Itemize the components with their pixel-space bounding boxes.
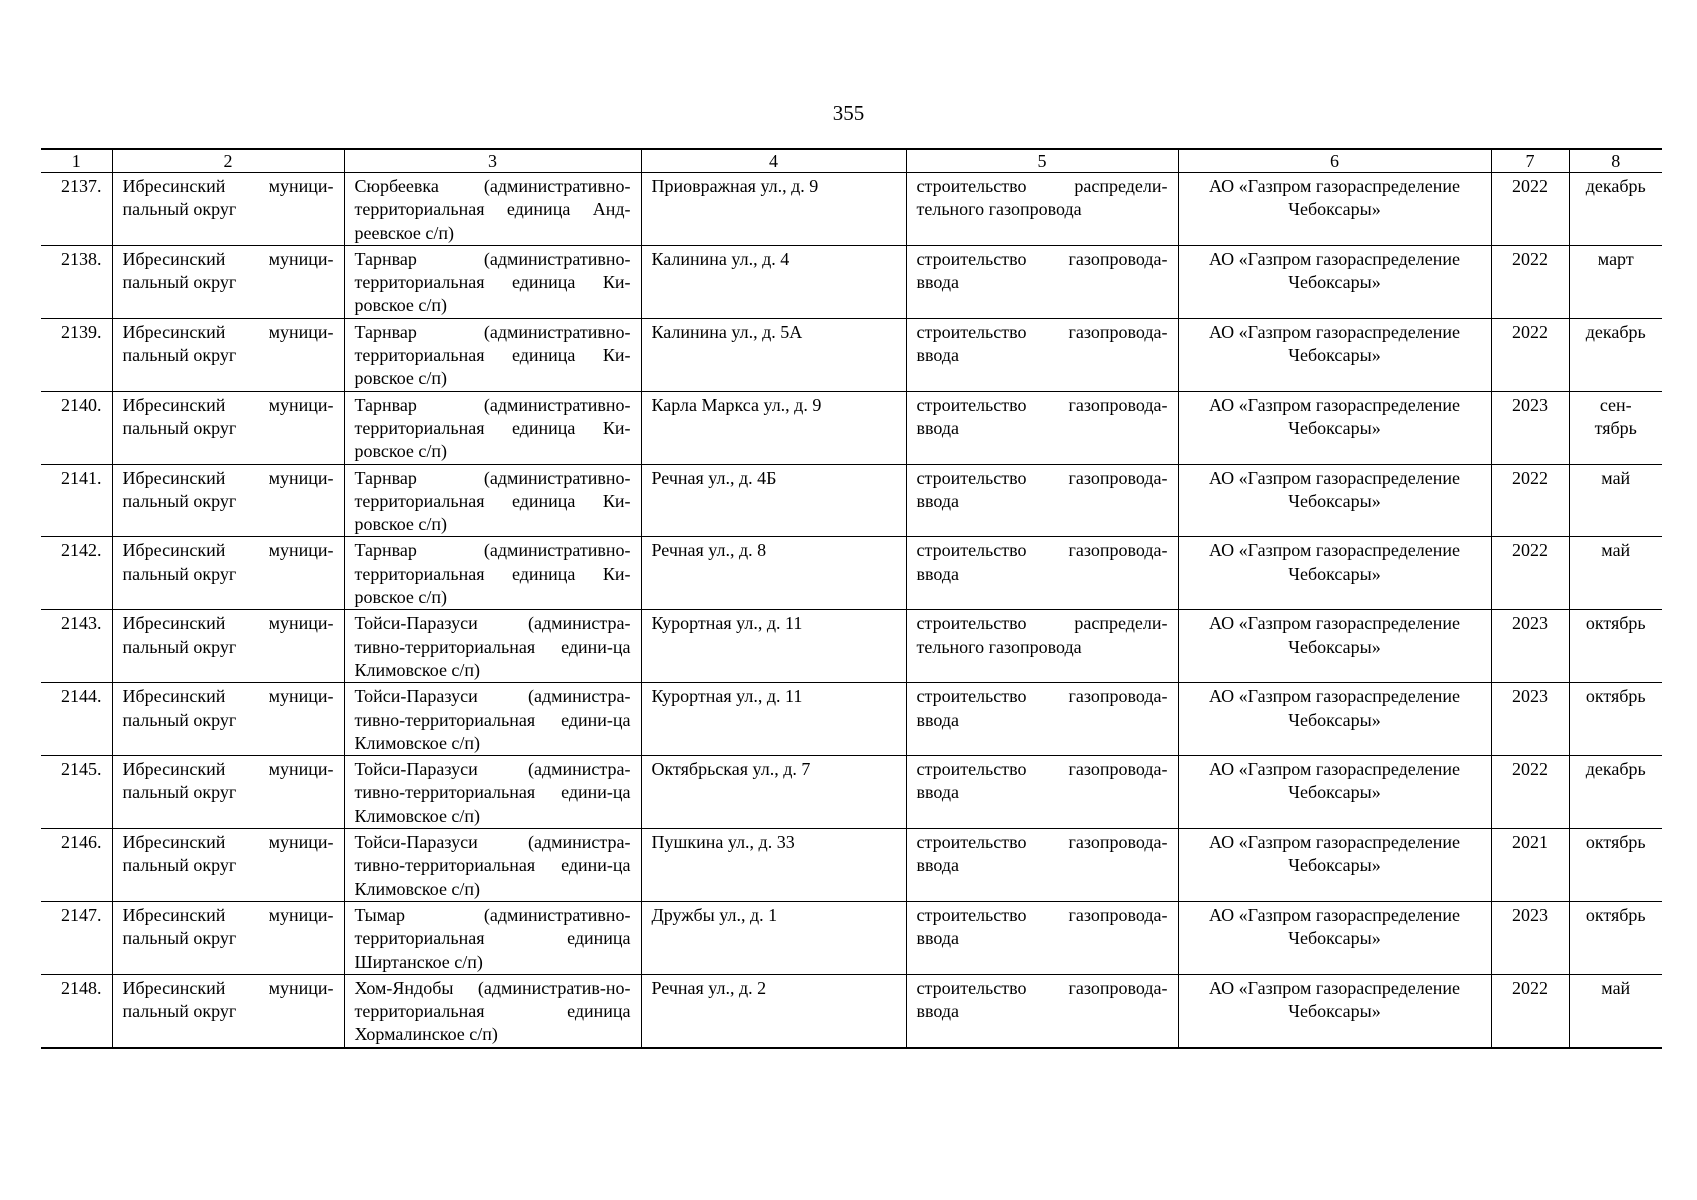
year-cell: 2022 (1491, 537, 1569, 610)
settlement-cell: Тойси-Паразуси (администра-тивно-территориальная едини-ца Климовское с/п) (344, 610, 641, 683)
column-header: 6 (1178, 149, 1491, 173)
month-cell: март (1569, 245, 1662, 318)
settlement-cell: Тарнвар (административно-территориальная единица Ки-ровское с/п) (344, 318, 641, 391)
work-type-cell: строительство газопровода-ввода (906, 683, 1178, 756)
column-header: 1 (41, 149, 112, 173)
district-cell: Ибресинский муници-пальный округ (112, 756, 344, 829)
organization-cell: АО «Газпром газораспределение Чебоксары» (1178, 464, 1491, 537)
month-cell: октябрь (1569, 683, 1662, 756)
organization-cell: АО «Газпром газораспределение Чебоксары» (1178, 173, 1491, 246)
table-row (41, 610, 1662, 683)
column-header: 7 (1491, 149, 1569, 173)
settlement-cell: Тарнвар (административно-территориальная единица Ки-ровское с/п) (344, 464, 641, 537)
district-cell: Ибресинский муници-пальный округ (112, 901, 344, 974)
organization-cell: АО «Газпром газораспределение Чебоксары» (1178, 683, 1491, 756)
table-row (41, 464, 1662, 537)
organization-cell: АО «Газпром газораспределение Чебоксары» (1178, 974, 1491, 1047)
settlement-cell: Тымар (административно-территориальная единица Ширтанское с/п) (344, 901, 641, 974)
column-header: 5 (906, 149, 1178, 173)
settlement-cell: Хом-Яндобы (административ-но-территориальная единица Хормалинское с/п) (344, 974, 641, 1047)
row-number: 2145. (41, 756, 112, 829)
year-cell: 2022 (1491, 245, 1569, 318)
address-cell: Курортная ул., д. 11 (641, 610, 906, 683)
district-cell: Ибресинский муници-пальный округ (112, 974, 344, 1047)
year-cell: 2023 (1491, 683, 1569, 756)
organization-cell: АО «Газпром газораспределение Чебоксары» (1178, 318, 1491, 391)
row-number: 2146. (41, 829, 112, 902)
settlement-cell: Тойси-Паразуси (администра-тивно-территориальная едини-ца Климовское с/п) (344, 756, 641, 829)
row-number: 2142. (41, 537, 112, 610)
district-cell: Ибресинский муници-пальный округ (112, 391, 344, 464)
column-header: 4 (641, 149, 906, 173)
organization-cell: АО «Газпром газораспределение Чебоксары» (1178, 391, 1491, 464)
district-cell: Ибресинский муници-пальный округ (112, 245, 344, 318)
page-number: 355 (832, 101, 865, 125)
table-row (41, 537, 1662, 610)
address-cell: Калинина ул., д. 5А (641, 318, 906, 391)
organization-cell: АО «Газпром газораспределение Чебоксары» (1178, 245, 1491, 318)
month-cell: декабрь (1569, 756, 1662, 829)
row-number: 2139. (41, 318, 112, 391)
column-header: 3 (344, 149, 641, 173)
work-type-cell: строительство газопровода-ввода (906, 901, 1178, 974)
settlement-cell: Тарнвар (административно-территориальная единица Ки-ровское с/п) (344, 537, 641, 610)
month-cell: май (1569, 974, 1662, 1047)
work-type-cell: строительство газопровода-ввода (906, 974, 1178, 1047)
table-row (41, 829, 1662, 902)
month-cell: октябрь (1569, 829, 1662, 902)
month-cell: сен-тябрь (1569, 391, 1662, 464)
work-type-cell: строительство газопровода-ввода (906, 756, 1178, 829)
year-cell: 2022 (1491, 464, 1569, 537)
district-cell: Ибресинский муници-пальный округ (112, 610, 344, 683)
table-row (41, 391, 1662, 464)
address-cell: Пушкина ул., д. 33 (641, 829, 906, 902)
organization-cell: АО «Газпром газораспределение Чебоксары» (1178, 610, 1491, 683)
settlement-cell: Тойси-Паразуси (администра-тивно-территориальная едини-ца Климовское с/п) (344, 829, 641, 902)
year-cell: 2022 (1491, 974, 1569, 1047)
address-cell: Октябрьская ул., д. 7 (641, 756, 906, 829)
work-type-cell: строительство газопровода-ввода (906, 464, 1178, 537)
year-cell: 2023 (1491, 391, 1569, 464)
month-cell: октябрь (1569, 901, 1662, 974)
settlement-cell: Тойси-Паразуси (администра-тивно-территориальная едини-ца Климовское с/п) (344, 683, 641, 756)
district-cell: Ибресинский муници-пальный округ (112, 173, 344, 246)
year-cell: 2022 (1491, 318, 1569, 391)
organization-cell: АО «Газпром газораспределение Чебоксары» (1178, 829, 1491, 902)
district-cell: Ибресинский муници-пальный округ (112, 537, 344, 610)
month-cell: декабрь (1569, 318, 1662, 391)
work-type-cell: строительство газопровода-ввода (906, 245, 1178, 318)
organization-cell: АО «Газпром газораспределение Чебоксары» (1178, 901, 1491, 974)
address-cell: Речная ул., д. 2 (641, 974, 906, 1047)
work-type-cell: строительство распредели-тельного газопровода (906, 173, 1178, 246)
work-type-cell: строительство газопровода-ввода (906, 318, 1178, 391)
year-cell: 2022 (1491, 173, 1569, 246)
month-cell: октябрь (1569, 610, 1662, 683)
organization-cell: АО «Газпром газораспределение Чебоксары» (1178, 537, 1491, 610)
month-cell: май (1569, 537, 1662, 610)
table-row (41, 173, 1662, 246)
address-cell: Карла Маркса ул., д. 9 (641, 391, 906, 464)
year-cell: 2022 (1491, 756, 1569, 829)
address-cell: Курортная ул., д. 11 (641, 683, 906, 756)
settlement-cell: Сюрбеевка (административно-территориальная единица Анд-реевское с/п) (344, 173, 641, 246)
row-number: 2137. (41, 173, 112, 246)
row-number: 2138. (41, 245, 112, 318)
work-type-cell: строительство газопровода-ввода (906, 391, 1178, 464)
column-number-row (41, 149, 1662, 173)
address-cell: Речная ул., д. 8 (641, 537, 906, 610)
row-number: 2140. (41, 391, 112, 464)
district-cell: Ибресинский муници-пальный округ (112, 683, 344, 756)
address-cell: Дружбы ул., д. 1 (641, 901, 906, 974)
row-number: 2147. (41, 901, 112, 974)
table-row (41, 245, 1662, 318)
work-type-cell: строительство газопровода-ввода (906, 829, 1178, 902)
year-cell: 2023 (1491, 610, 1569, 683)
table-row (41, 318, 1662, 391)
address-cell: Калинина ул., д. 4 (641, 245, 906, 318)
table-row (41, 683, 1662, 756)
column-header: 8 (1569, 149, 1662, 173)
table-row (41, 756, 1662, 829)
settlement-cell: Тарнвар (административно-территориальная единица Ки-ровское с/п) (344, 245, 641, 318)
district-cell: Ибресинский муници-пальный округ (112, 464, 344, 537)
district-cell: Ибресинский муници-пальный округ (112, 829, 344, 902)
table-row (41, 974, 1662, 1047)
table-row (41, 901, 1662, 974)
row-number: 2143. (41, 610, 112, 683)
district-cell: Ибресинский муници-пальный округ (112, 318, 344, 391)
settlement-cell: Тарнвар (административно-территориальная единица Ки-ровское с/п) (344, 391, 641, 464)
month-cell: декабрь (1569, 173, 1662, 246)
work-type-cell: строительство распредели-тельного газопровода (906, 610, 1178, 683)
address-cell: Речная ул., д. 4Б (641, 464, 906, 537)
month-cell: май (1569, 464, 1662, 537)
address-cell: Приовражная ул., д. 9 (641, 173, 906, 246)
work-type-cell: строительство газопровода-ввода (906, 537, 1178, 610)
gasification-table (41, 148, 1662, 1049)
row-number: 2148. (41, 974, 112, 1047)
year-cell: 2023 (1491, 901, 1569, 974)
row-number: 2144. (41, 683, 112, 756)
year-cell: 2021 (1491, 829, 1569, 902)
organization-cell: АО «Газпром газораспределение Чебоксары» (1178, 756, 1491, 829)
row-number: 2141. (41, 464, 112, 537)
column-header: 2 (112, 149, 344, 173)
